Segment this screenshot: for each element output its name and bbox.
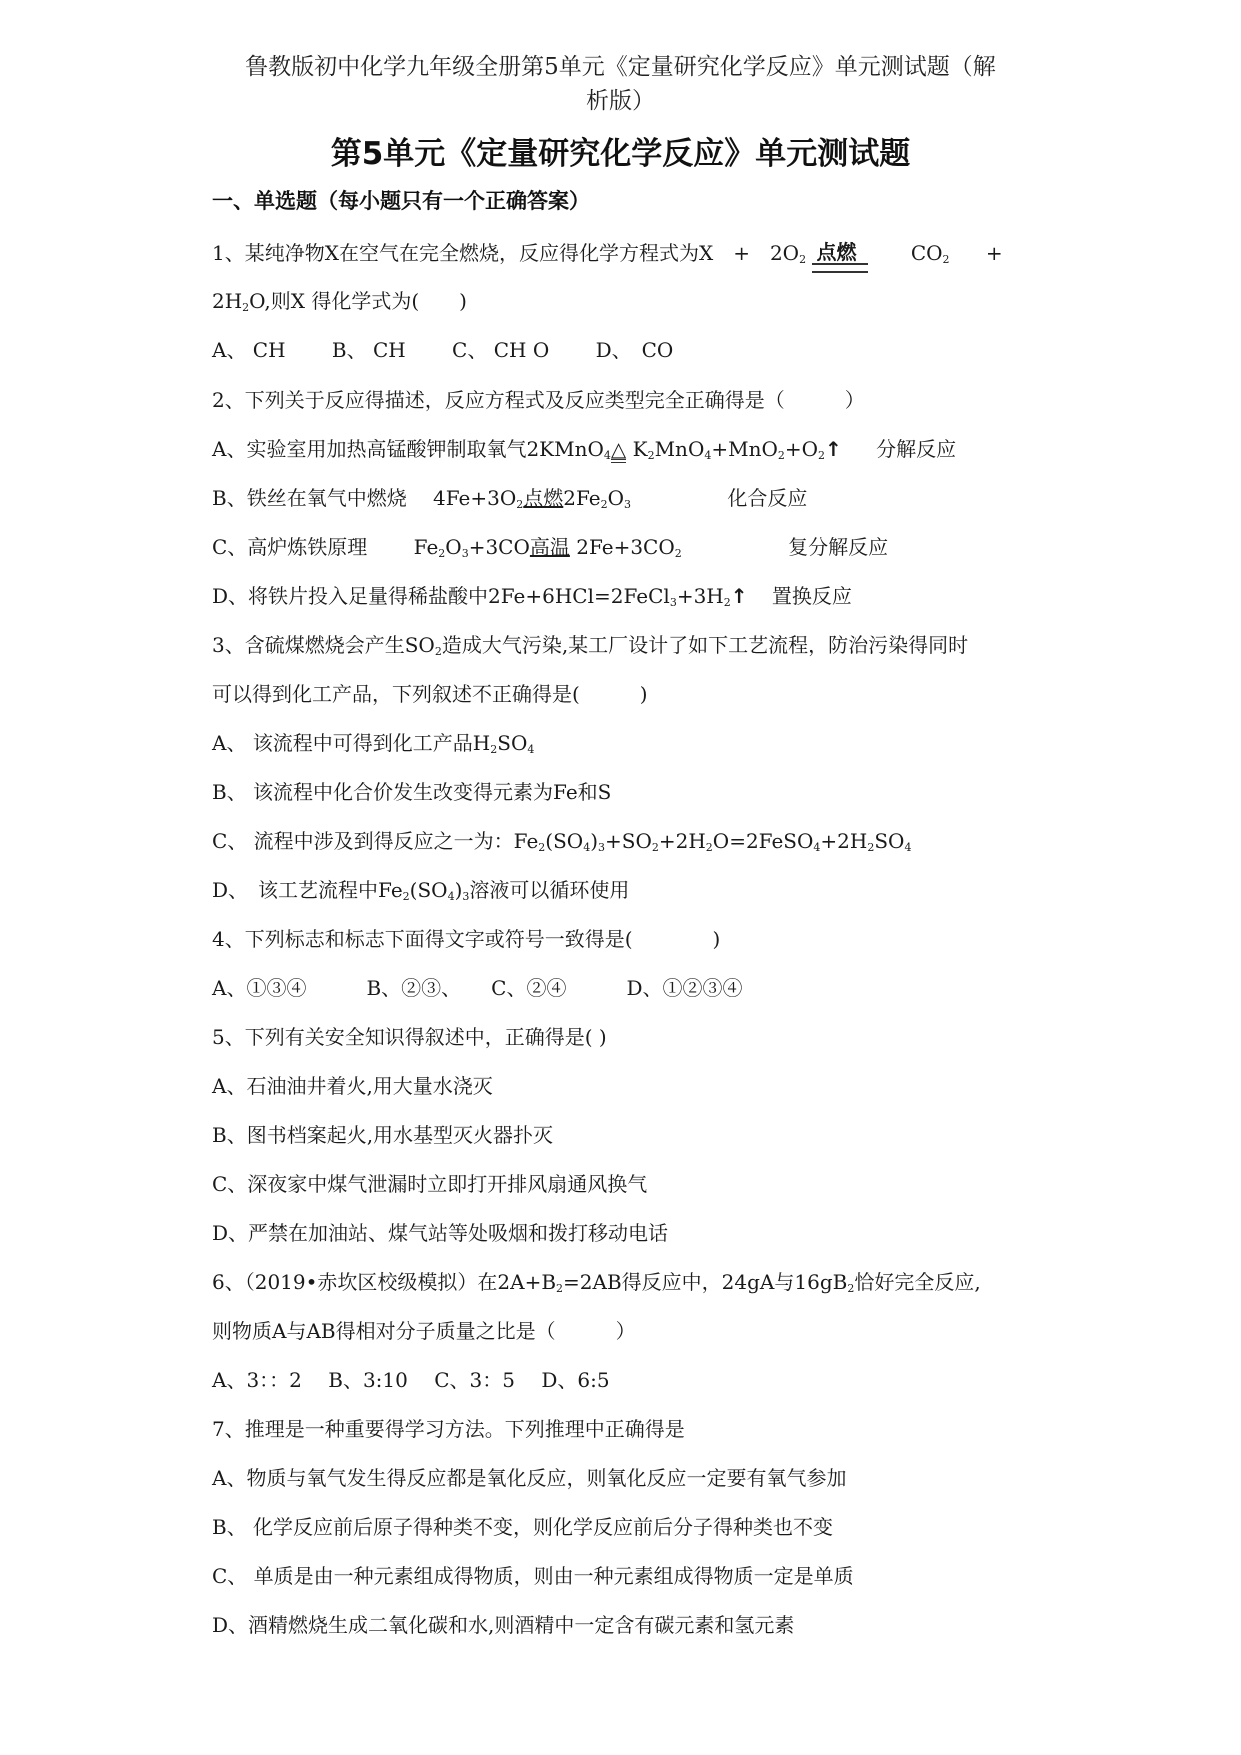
q7-d-text: D、酒精燃烧生成二氧化碳和水,则酒精中一定含有碳元素和氢元素 (212, 1613, 795, 1637)
q6-options-text: A、3：：2 B、3:10 C、3：5 D、6:5 (212, 1368, 610, 1392)
subscript: 2 (705, 841, 713, 854)
q2-a-type: 分解反应 (876, 437, 957, 461)
q7-stem-text: 7、推理是一种重要得学习方法。下列推理中正确得是 (212, 1417, 685, 1441)
q1-product: CO (910, 241, 943, 265)
formula-part: +3H (676, 584, 724, 608)
q2-stem-text: 2、下列关于反应得描述，反应方程式及反应类型完全正确得是（ ） (212, 388, 865, 412)
formula-part: +2H (658, 829, 706, 853)
subscript: 2 (402, 890, 410, 903)
q2-b-text: B、铁丝在氧气中燃烧 4Fe+3O (212, 486, 517, 510)
q2-c-text: C、高炉炼铁原理 Fe (212, 535, 439, 559)
q7-c-text: C、 单质是由一种元素组成得物质，则由一种元素组成得物质一定是单质 (212, 1564, 854, 1588)
q6-stem-2 (212, 1318, 636, 1344)
subscript: 2 (516, 498, 524, 511)
formula-part: 2Fe+3CO (576, 535, 675, 559)
q2-stem (212, 387, 865, 413)
formula-part: ) (454, 878, 463, 902)
formula-part: +3CO (468, 535, 530, 559)
q3-text-2: 可以得到化工产品，下列叙述不正确得是( ) (212, 682, 648, 706)
q7-option-b (212, 1514, 833, 1540)
q2-option-d (212, 583, 852, 616)
q2-a-text: A、实验室用加热高锰酸钾制取氧气2KMnO (212, 437, 604, 461)
q5-c-text: C、深夜家中煤气泄漏时立即打开排风扇通风换气 (212, 1172, 648, 1196)
subscript: 2 (651, 841, 659, 854)
q3-option-d (212, 877, 629, 910)
header-line-2: 析版） (586, 88, 655, 114)
q3-c-text: C、 流程中涉及到得反应之一为：Fe (212, 829, 539, 853)
q2-option-b (212, 485, 807, 518)
q3-text: 3、含硫煤燃烧会产生SO (212, 633, 435, 657)
subscript: 2 (242, 301, 250, 314)
q4-stem-text: 4、下列标志和标志下面得文字或符号一致得是( ) (212, 927, 721, 951)
q3-option-b (212, 779, 611, 805)
q1-line-2 (212, 288, 467, 321)
q7-b-text: B、 化学反应前后原子得种类不变，则化学反应前后分子得种类也不变 (212, 1515, 834, 1539)
subscript: 2 (538, 841, 546, 854)
subscript: 2 (647, 449, 655, 462)
formula-part: +2H (820, 829, 868, 853)
formula-part: O=2FeSO (712, 829, 814, 853)
document-header (200, 50, 1041, 118)
subscript: 2 (867, 841, 875, 854)
formula-part: (SO (545, 829, 584, 853)
subscript: 2 (438, 547, 446, 560)
q6-text-b: =2AB得反应中，24gA与16gB (563, 1270, 848, 1294)
formula-part: K (632, 437, 648, 461)
q1-plus: + (985, 241, 1003, 265)
q4-options-text: A、①③④ B、②③、 C、②④ D、①②③④ (212, 976, 743, 1000)
condition-label: 点燃 (816, 240, 857, 264)
formula-part: +O (784, 437, 819, 461)
subscript: 2 (434, 645, 442, 658)
q6-stem-1 (212, 1269, 981, 1302)
subscript: 4 (904, 841, 912, 854)
q2-option-c (212, 534, 888, 567)
page-title: 第5单元《定量研究化学反应》单元测试题 (330, 136, 911, 172)
subscript: 4 (603, 449, 611, 462)
q7-a-text: A、物质与氧气发生得反应都是氧化反应，则氧化反应一定要有氧气参加 (212, 1466, 847, 1490)
subscript: 4 (704, 449, 712, 462)
header-line-1: 鲁教版初中化学九年级全册第5单元《定量研究化学反应》单元测试题（解 (245, 54, 996, 80)
q3-stem-2 (212, 681, 648, 707)
q6-options (212, 1367, 610, 1393)
q1-options (212, 337, 673, 363)
q1-text-2: 2H (212, 289, 243, 313)
q5-option-c (212, 1171, 647, 1197)
q2-b-type: 化合反应 (727, 486, 808, 510)
q6-text: 6、（2019•赤坎区校级模拟）在2A+B (212, 1270, 557, 1294)
q5-option-a (212, 1073, 493, 1099)
q3-b-text: B、 该流程中化合价发生改变得元素为Fe和S (212, 780, 612, 804)
q5-a-text: A、石油油井着火,用大量水浇灭 (212, 1074, 493, 1098)
condition-label: 点燃 (523, 486, 564, 510)
subscript: 4 (813, 841, 821, 854)
up-arrow-icon: ↑ (730, 584, 748, 608)
q3-d-tail: 溶液可以循环使用 (469, 878, 630, 902)
delta-icon: △ (610, 437, 627, 461)
q7-option-c (212, 1563, 854, 1589)
subscript: 3 (598, 841, 605, 854)
up-arrow-icon: ↑ (825, 437, 842, 461)
formula-part: O (607, 486, 625, 510)
subscript: 2 (799, 253, 807, 266)
q2-option-a (212, 436, 956, 469)
subscript: 3 (669, 596, 677, 609)
formula-part: SO (497, 731, 528, 755)
q1-options-text: A、 CH B、 CH C、 CH O D、 CO (212, 338, 674, 362)
formula-part: ) (590, 829, 598, 853)
formula-part: O (445, 535, 462, 559)
q7-option-d (212, 1612, 794, 1638)
formula-part: MnO (654, 437, 705, 461)
subscript: 4 (447, 890, 455, 903)
subscript: 2 (777, 449, 785, 462)
q1-text: 1、某纯净物X在空气在完全燃烧，反应得化学方程式为X + 2O (212, 241, 800, 265)
subscript: 3 (462, 890, 470, 903)
subscript: 2 (490, 743, 498, 756)
subscript: 2 (556, 1282, 564, 1295)
subscript: 2 (723, 596, 731, 609)
q1-text-2b: O,则X 得化学式为( ) (249, 289, 467, 313)
formula-part: (SO (409, 878, 448, 902)
q2-d-text: D、将铁片投入足量得稀盐酸中2Fe+6HCl=2FeCl (212, 584, 670, 608)
q4-stem (212, 926, 720, 952)
subscript: 2 (600, 498, 608, 511)
q3-stem-1 (212, 632, 968, 665)
q2-c-type: 复分解反应 (788, 535, 889, 559)
q6-text-2: 则物质A与AB得相对分子质量之比是（ ） (212, 1319, 636, 1343)
q5-stem (212, 1024, 607, 1050)
q2-d-type: 置换反应 (771, 584, 852, 608)
q3-text-b: 造成大气污染,某工厂设计了如下工艺流程，防治污染得同时 (441, 633, 969, 657)
q3-a-text: A、 该流程中可得到化工产品H (212, 731, 491, 755)
q5-b-text: B、图书档案起火,用水基型灭火器扑灭 (212, 1123, 554, 1147)
subscript: 4 (527, 743, 535, 756)
formula-part: +MnO (711, 437, 778, 461)
subscript: 3 (624, 498, 632, 511)
subscript: 2 (847, 1282, 855, 1295)
formula-part: 2Fe (563, 486, 601, 510)
subscript: 3 (461, 547, 469, 560)
equals-bar-bottom (812, 271, 868, 273)
q5-stem-text: 5、下列有关安全知识得叙述中，正确得是( ) (212, 1025, 607, 1049)
q3-option-a (212, 730, 534, 763)
subscript: 2 (942, 253, 950, 266)
section-heading: 一、单选题（每小题只有一个正确答案） (212, 189, 590, 213)
q1-line-1 (212, 240, 1003, 273)
subscript: 2 (818, 449, 826, 462)
q7-stem (212, 1416, 685, 1442)
subscript: 2 (674, 547, 682, 560)
formula-part: SO (874, 829, 905, 853)
q5-d-text: D、严禁在加油站、煤气站等处吸烟和拨打移动电话 (212, 1221, 669, 1245)
formula-part: +SO (605, 829, 652, 853)
q6-text-c: 恰好完全反应, (854, 1270, 981, 1294)
subscript: 4 (583, 841, 591, 854)
condition-label: 高温 (529, 535, 570, 559)
q4-options (212, 975, 742, 1001)
q5-option-b (212, 1122, 553, 1148)
q3-option-c (212, 828, 911, 861)
q3-d-text: D、 该工艺流程中Fe (212, 878, 403, 902)
q5-option-d (212, 1220, 668, 1246)
q7-option-a (212, 1465, 846, 1491)
